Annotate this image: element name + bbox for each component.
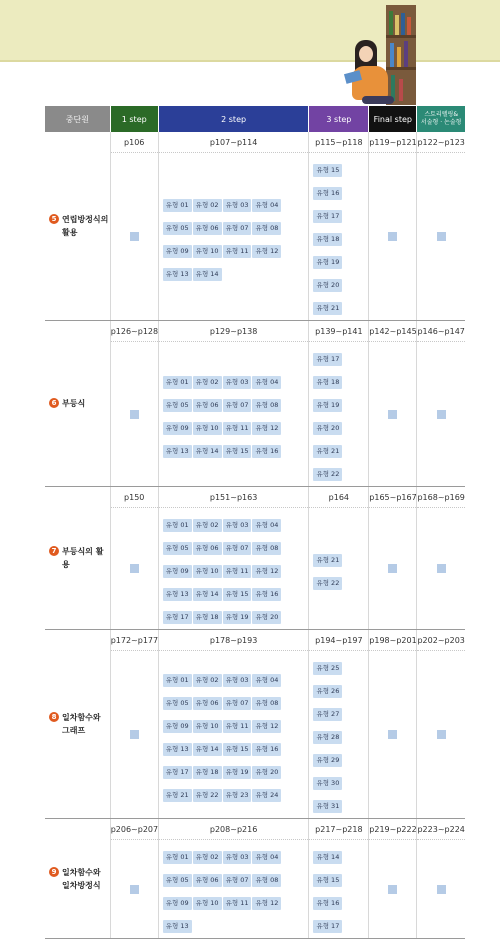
table-header-row <box>45 106 465 132</box>
page-range-p2: p107~p114 <box>158 132 309 153</box>
checkbox[interactable] <box>130 232 139 241</box>
check-cell <box>417 508 465 630</box>
problem-type-tag[interactable]: 유형 03 <box>223 376 252 389</box>
page-range-ps: p202~p203 <box>417 630 465 651</box>
problem-type-tag[interactable]: 유형 10 <box>193 422 222 435</box>
problem-type-tag[interactable]: 유형 16 <box>313 897 342 910</box>
problem-type-tag[interactable]: 유형 30 <box>313 777 342 790</box>
problem-type-tag[interactable]: 유형 02 <box>193 674 222 687</box>
problem-type-tag[interactable]: 유형 09 <box>163 897 192 910</box>
problem-type-tag[interactable]: 유형 28 <box>313 731 342 744</box>
problem-type-tag[interactable]: 유형 15 <box>223 588 252 601</box>
problem-type-tag[interactable]: 유형 06 <box>193 697 222 710</box>
problem-type-tag[interactable]: 유형 29 <box>313 754 342 767</box>
table-row-pages <box>45 630 465 651</box>
problem-type-tag[interactable]: 유형 01 <box>163 851 192 864</box>
problem-type-tag[interactable]: 유형 02 <box>193 519 222 532</box>
checkbox[interactable] <box>130 410 139 419</box>
page-range-p1: p126~p128 <box>110 321 158 342</box>
problem-type-tag[interactable]: 유형 03 <box>223 674 252 687</box>
problem-type-tag[interactable]: 유형 20 <box>252 611 281 624</box>
problem-type-tag[interactable]: 유형 03 <box>223 519 252 532</box>
problem-type-tag[interactable]: 유형 03 <box>223 199 252 212</box>
problem-type-tag[interactable]: 유형 22 <box>193 789 222 802</box>
problem-type-tag[interactable]: 유형 08 <box>252 542 281 555</box>
check-cell <box>110 342 158 487</box>
problem-type-tag[interactable]: 유형 02 <box>193 376 222 389</box>
unit-cell <box>45 487 110 630</box>
girl-legs <box>362 96 394 104</box>
check-cell <box>417 342 465 487</box>
unit-name: 일차함수와 그래프 <box>62 713 101 735</box>
step3-type-list <box>309 342 369 487</box>
table-row-pages <box>45 321 465 342</box>
problem-type-tag[interactable]: 유형 11 <box>223 897 252 910</box>
problem-type-tag[interactable]: 유형 10 <box>193 897 222 910</box>
problem-type-tag[interactable]: 유형 12 <box>252 245 281 258</box>
page-range-ps: p223~p224 <box>417 819 465 840</box>
problem-type-tag[interactable]: 유형 17 <box>313 210 342 223</box>
problem-type-tag[interactable]: 유형 14 <box>313 851 342 864</box>
step3-type-list <box>309 508 369 630</box>
page-range-pf: p198~p201 <box>369 630 417 651</box>
page-range-pf: p119~p121 <box>369 132 417 153</box>
problem-type-tag[interactable]: 유형 25 <box>313 662 342 675</box>
check-cell <box>369 651 417 819</box>
header-band <box>0 0 500 62</box>
step3-type-list <box>309 153 369 321</box>
problem-type-tag[interactable]: 유형 22 <box>313 577 342 590</box>
header-final-step: Final step <box>369 106 417 132</box>
page-range-pf: p165~p167 <box>369 487 417 508</box>
problem-type-tag[interactable]: 유형 21 <box>163 789 192 802</box>
problem-type-tag[interactable]: 유형 04 <box>252 376 281 389</box>
check-cell <box>417 651 465 819</box>
problem-type-tag[interactable]: 유형 07 <box>223 399 252 412</box>
page-range-ps: p168~p169 <box>417 487 465 508</box>
study-plan-table <box>45 106 465 939</box>
problem-type-tag[interactable]: 유형 08 <box>252 222 281 235</box>
problem-type-tag[interactable]: 유형 13 <box>163 445 192 458</box>
problem-type-tag[interactable]: 유형 10 <box>193 720 222 733</box>
page-range-p3: p139~p141 <box>309 321 369 342</box>
problem-type-tag[interactable]: 유형 19 <box>313 399 342 412</box>
check-cell <box>417 840 465 939</box>
problem-type-tag[interactable]: 유형 10 <box>193 245 222 258</box>
page-range-p2: p151~p163 <box>158 487 309 508</box>
check-cell <box>369 508 417 630</box>
problem-type-tag[interactable]: 유형 16 <box>252 743 281 756</box>
unit-cell <box>45 132 110 321</box>
checkbox[interactable] <box>437 730 446 739</box>
unit-name: 부등식의 활용 <box>62 547 104 569</box>
unit-number-badge: 9 <box>49 867 59 877</box>
page-range-p3: p164 <box>309 487 369 508</box>
problem-type-tag[interactable]: 유형 21 <box>313 302 342 315</box>
problem-type-tag[interactable]: 유형 15 <box>223 743 252 756</box>
problem-type-tag[interactable]: 유형 16 <box>252 588 281 601</box>
checkbox[interactable] <box>130 564 139 573</box>
problem-type-tag[interactable]: 유형 18 <box>193 611 222 624</box>
problem-type-tag[interactable]: 유형 07 <box>223 222 252 235</box>
checkbox[interactable] <box>388 564 397 573</box>
problem-type-tag[interactable]: 유형 12 <box>252 897 281 910</box>
problem-type-tag[interactable]: 유형 05 <box>163 697 192 710</box>
page-range-ps: p146~p147 <box>417 321 465 342</box>
problem-type-tag[interactable]: 유형 13 <box>163 920 192 933</box>
problem-type-tag[interactable]: 유형 19 <box>223 611 252 624</box>
problem-type-tag[interactable]: 유형 09 <box>163 245 192 258</box>
checkbox[interactable] <box>388 730 397 739</box>
step2-type-list <box>158 651 309 819</box>
page-range-p1: p106 <box>110 132 158 153</box>
header-storytelling-line2: 서술형 · 논술형 <box>420 119 462 126</box>
unit-number-badge: 7 <box>49 546 59 556</box>
checkbox[interactable] <box>437 410 446 419</box>
header-step1: 1 step <box>110 106 158 132</box>
problem-type-tag[interactable]: 유형 18 <box>313 233 342 246</box>
problem-type-tag[interactable]: 유형 07 <box>223 697 252 710</box>
problem-type-tag[interactable]: 유형 18 <box>193 766 222 779</box>
problem-type-tag[interactable]: 유형 11 <box>223 565 252 578</box>
problem-type-tag[interactable]: 유형 04 <box>252 851 281 864</box>
problem-type-tag[interactable]: 유형 17 <box>163 766 192 779</box>
problem-type-tag[interactable]: 유형 13 <box>163 268 192 281</box>
problem-type-tag[interactable]: 유형 01 <box>163 376 192 389</box>
unit-label <box>45 711 110 737</box>
unit-label <box>45 866 110 892</box>
unit-cell <box>45 819 110 939</box>
problem-type-tag[interactable]: 유형 07 <box>223 542 252 555</box>
page-range-p1: p150 <box>110 487 158 508</box>
step3-type-list <box>309 651 369 819</box>
problem-type-tag[interactable]: 유형 05 <box>163 542 192 555</box>
problem-type-tag[interactable]: 유형 16 <box>252 445 281 458</box>
problem-type-tag[interactable]: 유형 19 <box>313 256 342 269</box>
header-band-border <box>0 60 500 62</box>
table-row-pages <box>45 132 465 153</box>
problem-type-tag[interactable]: 유형 12 <box>252 720 281 733</box>
problem-type-tag[interactable]: 유형 04 <box>252 519 281 532</box>
problem-type-tag[interactable]: 유형 19 <box>223 766 252 779</box>
problem-type-tag[interactable]: 유형 06 <box>193 399 222 412</box>
problem-type-tag[interactable]: 유형 31 <box>313 800 342 813</box>
problem-type-tag[interactable]: 유형 09 <box>163 565 192 578</box>
problem-type-tag[interactable]: 유형 17 <box>313 353 342 366</box>
problem-type-tag[interactable]: 유형 13 <box>163 743 192 756</box>
checkbox[interactable] <box>388 410 397 419</box>
checkbox[interactable] <box>437 564 446 573</box>
problem-type-tag[interactable]: 유형 05 <box>163 399 192 412</box>
problem-type-tag[interactable]: 유형 15 <box>313 874 342 887</box>
step2-type-list <box>158 342 309 487</box>
checkbox[interactable] <box>130 885 139 894</box>
problem-type-tag[interactable]: 유형 14 <box>193 588 222 601</box>
checkbox[interactable] <box>437 885 446 894</box>
page-range-p3: p217~p218 <box>309 819 369 840</box>
check-cell <box>110 153 158 321</box>
header-step3: 3 step <box>309 106 369 132</box>
header-storytelling <box>417 106 465 132</box>
problem-type-tag[interactable]: 유형 01 <box>163 674 192 687</box>
problem-type-tag[interactable]: 유형 11 <box>223 422 252 435</box>
problem-type-tag[interactable]: 유형 06 <box>193 542 222 555</box>
problem-type-tag[interactable]: 유형 01 <box>163 199 192 212</box>
check-cell <box>369 840 417 939</box>
unit-name: 부등식 <box>62 399 86 408</box>
problem-type-tag[interactable]: 유형 23 <box>223 789 252 802</box>
page-range-pf: p142~p145 <box>369 321 417 342</box>
problem-type-tag[interactable]: 유형 13 <box>163 588 192 601</box>
problem-type-tag[interactable]: 유형 05 <box>163 874 192 887</box>
problem-type-tag[interactable]: 유형 03 <box>223 851 252 864</box>
problem-type-tag[interactable]: 유형 11 <box>223 245 252 258</box>
problem-type-tag[interactable]: 유형 14 <box>193 268 222 281</box>
problem-type-tag[interactable]: 유형 18 <box>313 376 342 389</box>
problem-type-tag[interactable]: 유형 02 <box>193 199 222 212</box>
problem-type-tag[interactable]: 유형 12 <box>252 422 281 435</box>
problem-type-tag[interactable]: 유형 08 <box>252 399 281 412</box>
problem-type-tag[interactable]: 유형 17 <box>163 611 192 624</box>
unit-cell <box>45 630 110 819</box>
bookshelf-icon <box>386 5 416 105</box>
page-range-p2: p208~p216 <box>158 819 309 840</box>
checkbox[interactable] <box>388 885 397 894</box>
problem-type-tag[interactable]: 유형 11 <box>223 720 252 733</box>
unit-number-badge: 6 <box>49 398 59 408</box>
problem-type-tag[interactable]: 유형 21 <box>313 445 342 458</box>
check-cell <box>110 651 158 819</box>
problem-type-tag[interactable]: 유형 24 <box>252 789 281 802</box>
problem-type-tag[interactable]: 유형 12 <box>252 565 281 578</box>
unit-number-badge: 5 <box>49 214 59 224</box>
step2-type-list <box>158 840 309 939</box>
header-unit: 중단원 <box>45 106 110 132</box>
table-row-pages <box>45 819 465 840</box>
step2-type-list <box>158 153 309 321</box>
problem-type-tag[interactable]: 유형 06 <box>193 874 222 887</box>
unit-label <box>45 397 110 410</box>
problem-type-tag[interactable]: 유형 08 <box>252 697 281 710</box>
problem-type-tag[interactable]: 유형 14 <box>193 743 222 756</box>
unit-name: 연립방정식의 활용 <box>62 215 109 237</box>
problem-type-tag[interactable]: 유형 04 <box>252 199 281 212</box>
check-cell <box>369 342 417 487</box>
problem-type-tag[interactable]: 유형 17 <box>313 920 342 933</box>
page-range-p1: p172~p177 <box>110 630 158 651</box>
check-cell <box>110 508 158 630</box>
problem-type-tag[interactable]: 유형 06 <box>193 222 222 235</box>
problem-type-tag[interactable]: 유형 26 <box>313 685 342 698</box>
problem-type-tag[interactable]: 유형 15 <box>313 164 342 177</box>
page-range-p2: p178~p193 <box>158 630 309 651</box>
problem-type-tag[interactable]: 유형 16 <box>313 187 342 200</box>
check-cell <box>369 153 417 321</box>
page-range-ps: p122~p123 <box>417 132 465 153</box>
problem-type-tag[interactable]: 유형 20 <box>252 766 281 779</box>
header-storytelling-line1: 스토리텔링& <box>424 111 459 118</box>
problem-type-tag[interactable]: 유형 04 <box>252 674 281 687</box>
checkbox[interactable] <box>437 232 446 241</box>
page-range-p1: p206~p207 <box>110 819 158 840</box>
checkbox[interactable] <box>388 232 397 241</box>
page-range-pf: p219~p222 <box>369 819 417 840</box>
problem-type-tag[interactable]: 유형 01 <box>163 519 192 532</box>
step2-type-list <box>158 508 309 630</box>
problem-type-tag[interactable]: 유형 08 <box>252 874 281 887</box>
unit-label <box>45 213 110 239</box>
problem-type-tag[interactable]: 유형 20 <box>313 422 342 435</box>
problem-type-tag[interactable]: 유형 21 <box>313 554 342 567</box>
checkbox[interactable] <box>130 730 139 739</box>
page-range-p3: p194~p197 <box>309 630 369 651</box>
problem-type-tag[interactable]: 유형 27 <box>313 708 342 721</box>
header-step2: 2 step <box>158 106 309 132</box>
table-row-pages <box>45 487 465 508</box>
unit-cell <box>45 321 110 487</box>
problem-type-tag[interactable]: 유형 09 <box>163 422 192 435</box>
unit-label <box>45 545 110 571</box>
page-range-p3: p115~p118 <box>309 132 369 153</box>
step3-type-list <box>309 840 369 939</box>
problem-type-tag[interactable]: 유형 05 <box>163 222 192 235</box>
problem-type-tag[interactable]: 유형 09 <box>163 720 192 733</box>
problem-type-tag[interactable]: 유형 22 <box>313 468 342 481</box>
problem-type-tag[interactable]: 유형 07 <box>223 874 252 887</box>
problem-type-tag[interactable]: 유형 15 <box>223 445 252 458</box>
unit-name: 일차함수와 일차방정식 <box>62 867 101 890</box>
problem-type-tag[interactable]: 유형 02 <box>193 851 222 864</box>
problem-type-tag[interactable]: 유형 14 <box>193 445 222 458</box>
check-cell <box>417 153 465 321</box>
problem-type-tag[interactable]: 유형 10 <box>193 565 222 578</box>
problem-type-tag[interactable]: 유형 20 <box>313 279 342 292</box>
page-range-p2: p129~p138 <box>158 321 309 342</box>
unit-number-badge: 8 <box>49 712 59 722</box>
check-cell <box>110 840 158 939</box>
girl-face <box>359 46 373 62</box>
